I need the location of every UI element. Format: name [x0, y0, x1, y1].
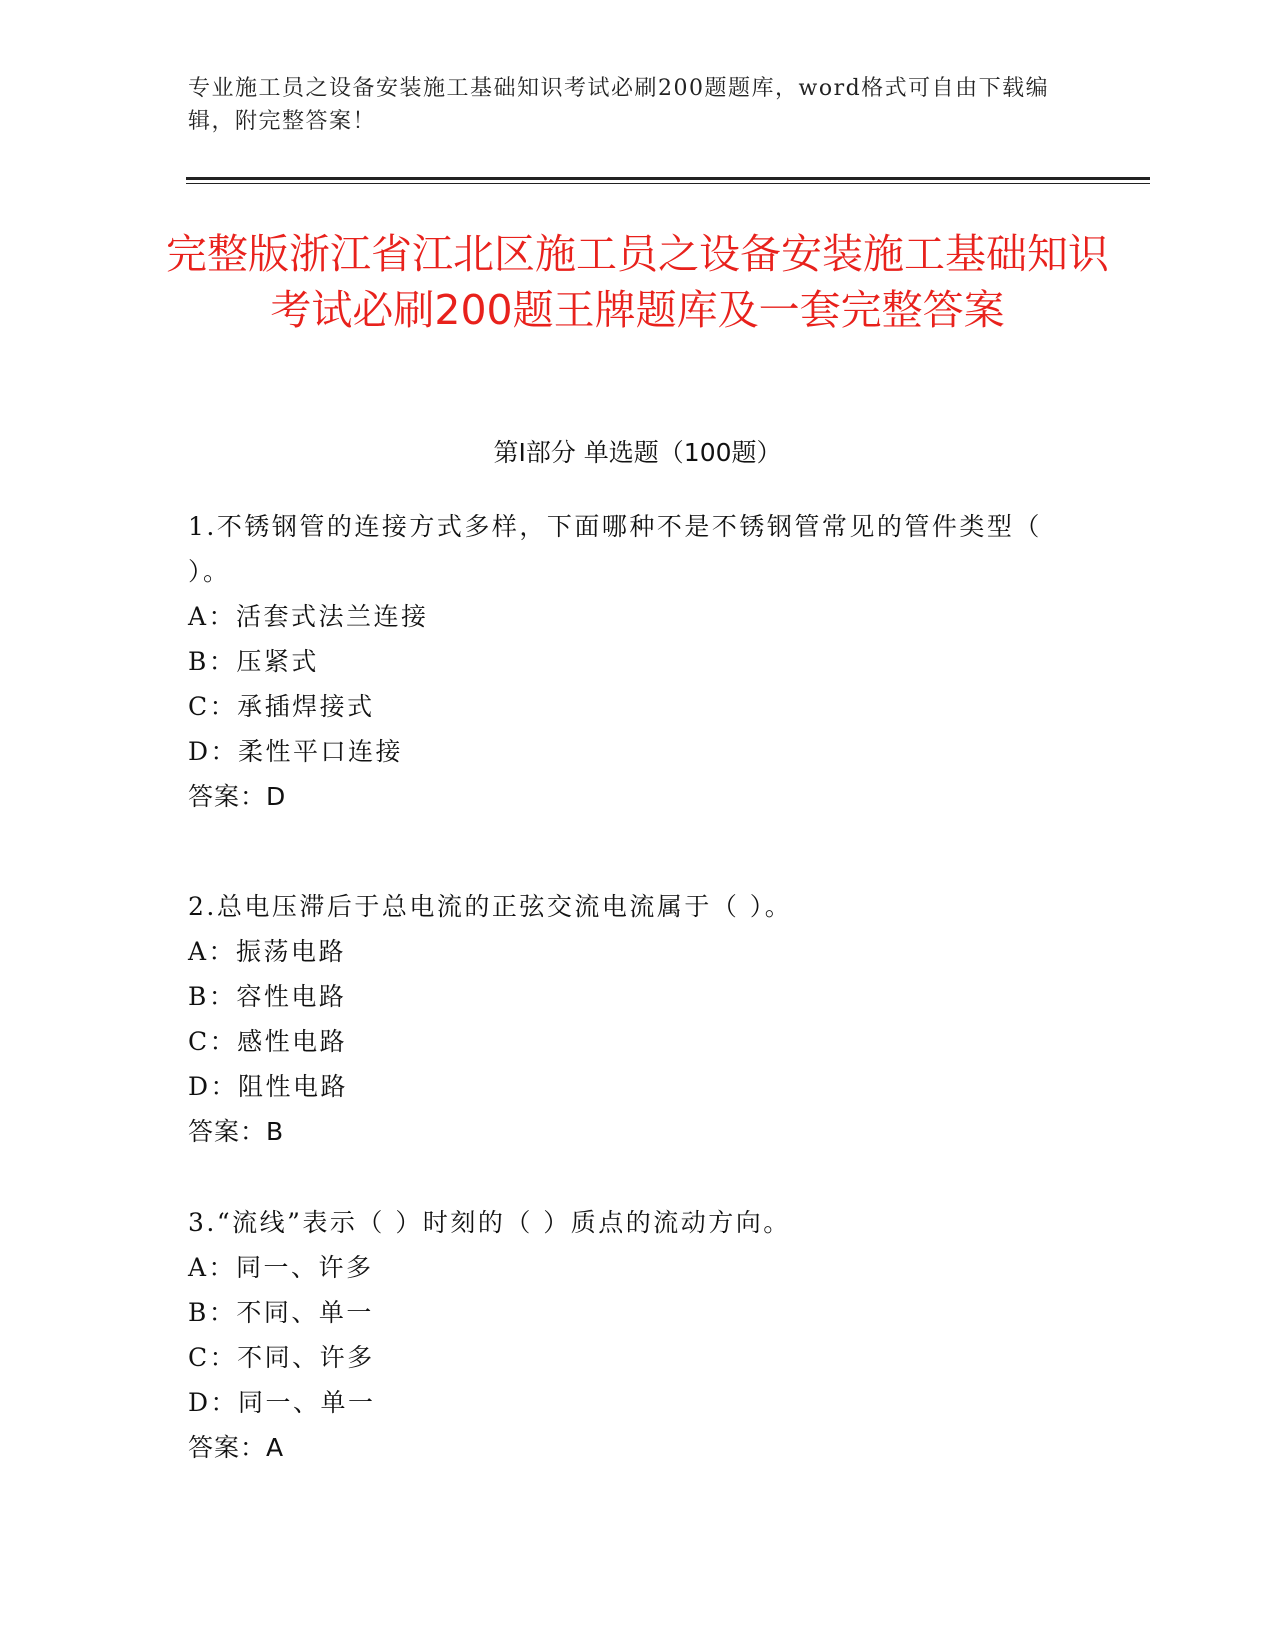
question-1 — [188, 504, 1068, 819]
option-c: C：不同、许多 — [188, 1343, 375, 1372]
header-divider-thin — [186, 183, 1150, 184]
question-3 — [188, 1200, 1068, 1470]
option-a: A：振荡电路 — [188, 937, 347, 966]
question-stem: 3.“流线”表示（ ）时刻的（ ）质点的流动方向。 — [188, 1208, 791, 1237]
option-d: D：阻性电路 — [188, 1072, 349, 1101]
header-divider-thick — [186, 177, 1150, 180]
option-c: C：感性电路 — [188, 1027, 348, 1056]
option-b: B：压紧式 — [188, 647, 319, 676]
answer: 答案：B — [188, 1117, 285, 1146]
question-stem: 2.总电压滞后于总电流的正弦交流电流属于（ ）。 — [188, 892, 793, 921]
option-d: D：同一、单一 — [188, 1388, 376, 1417]
question-2 — [188, 884, 1068, 1154]
option-b: B：不同、单一 — [188, 1298, 374, 1327]
header-note: 专业施工员之设备安装施工基础知识考试必刷200题题库，word格式可自由下载编辑，附完整答案！ — [188, 76, 1050, 134]
option-a: A：活套式法兰连接 — [188, 602, 429, 631]
option-c: C：承插焊接式 — [188, 692, 375, 721]
section-title: 第I部分 单选题（100题） — [493, 438, 782, 467]
option-d: D：柔性平口连接 — [188, 737, 404, 766]
answer: 答案：A — [188, 1433, 285, 1462]
document-title: 完整版浙江省江北区施工员之设备安装施工基础知识考试必刷200题王牌题库及一套完整答案 — [166, 230, 1109, 334]
question-stem: 1.不锈钢管的连接方式多样，下面哪种不是不锈钢管常见的管件类型（ ）。 — [188, 512, 1042, 586]
option-b: B：容性电路 — [188, 982, 347, 1011]
answer: 答案：D — [188, 782, 287, 811]
option-a: A：同一、许多 — [188, 1253, 374, 1282]
